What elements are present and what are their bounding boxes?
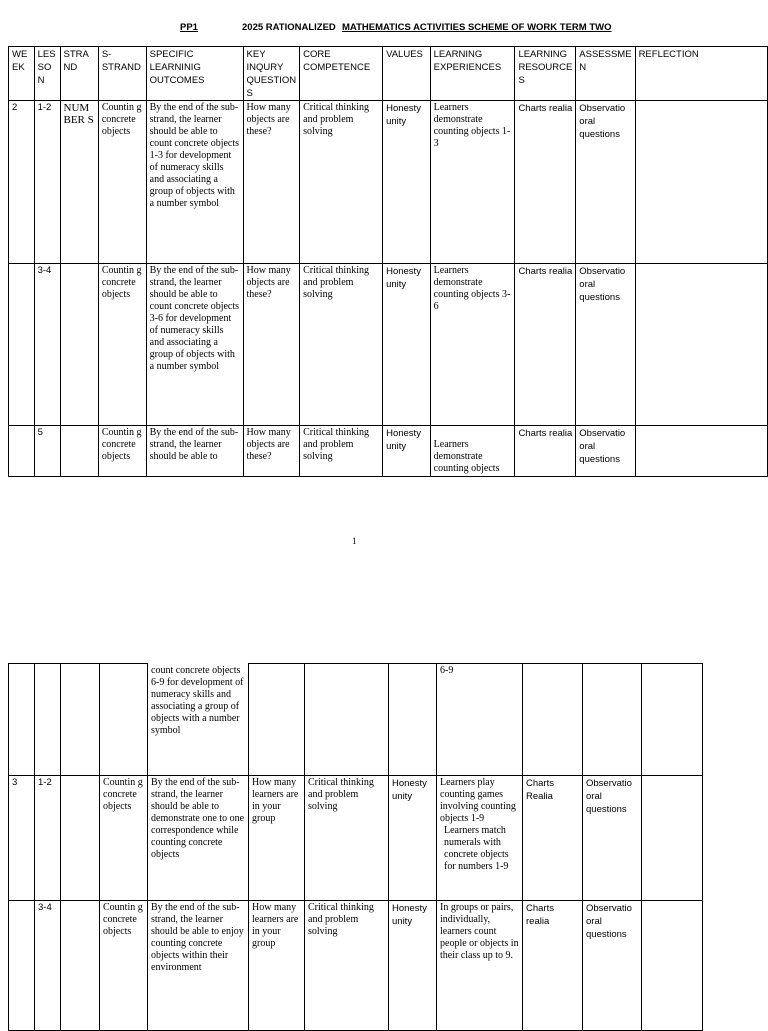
cell-week: 3 xyxy=(9,776,35,901)
cell-week xyxy=(9,664,35,776)
header-experiences: LEARNING EXPERIENCES xyxy=(430,47,515,101)
cell-resources: Charts realia xyxy=(515,101,576,264)
cell-values: Honesty unity xyxy=(383,426,431,477)
cell-substrand: Countin g concrete objects xyxy=(100,901,148,1031)
scheme-table-page2 xyxy=(8,663,703,1031)
page-number: 1 xyxy=(352,536,357,546)
cell-assessment xyxy=(583,664,642,776)
cell-resources xyxy=(523,664,583,776)
cell-resources: Charts realia xyxy=(515,426,576,477)
header-values: VALUES xyxy=(383,47,431,101)
cell-assessment: Observatio oral questions xyxy=(576,101,635,264)
document-title xyxy=(0,22,768,36)
cell-core: Critical thinking and problem solving xyxy=(300,426,383,477)
cell-strand: NUM BER S xyxy=(60,101,98,264)
cell-resources: Charts realia xyxy=(515,264,576,426)
cell-slo: count concrete objects 6-9 for development of numeracy skills and associating a group of objects with a number symbol xyxy=(148,664,249,776)
cell-slo: By the end of the sub-strand, the learner should be able to count concrete objects 1-3 for development of numeracy skills and associating a group of objects with a number symbol xyxy=(146,101,243,264)
header-slo: SPECIFIC LEARNINIG OUTCOMES xyxy=(146,47,243,101)
cell-strand xyxy=(61,901,100,1031)
cell-kiq: How many learners are in your group xyxy=(249,776,305,901)
cell-resources: Charts realia xyxy=(523,901,583,1031)
scheme-table-page1 xyxy=(8,46,768,477)
cell-values: Honesty unity xyxy=(389,776,437,901)
cell-reflection xyxy=(635,264,767,426)
cell-resources: Charts Realia xyxy=(523,776,583,901)
header-substrand: S-STRAND xyxy=(98,47,146,101)
cell-experiences: Learners demonstrate counting objects 3-6 xyxy=(430,264,515,426)
header-lesson: LES SO N xyxy=(34,47,60,101)
cell-kiq: How many objects are these? xyxy=(243,101,300,264)
cell-values xyxy=(389,664,437,776)
cell-lesson: 1-2 xyxy=(34,101,60,264)
cell-lesson: 5 xyxy=(34,426,60,477)
table-row xyxy=(9,776,703,901)
table-row xyxy=(9,426,768,477)
cell-slo: By the end of the sub-strand, the learner should be able to xyxy=(146,426,243,477)
cell-strand xyxy=(60,426,98,477)
cell-core: Critical thinking and problem solving xyxy=(305,901,389,1031)
header-row xyxy=(9,47,768,101)
table-row xyxy=(9,101,768,264)
cell-strand xyxy=(61,776,100,901)
cell-lesson: 1-2 xyxy=(35,776,61,901)
cell-week xyxy=(9,426,35,477)
title-main: 2025 RATIONALIZED xyxy=(242,22,336,33)
class-label: PP1 xyxy=(180,22,198,33)
title-subject: MATHEMATICS ACTIVITIES SCHEME OF WORK TERM TWO xyxy=(342,22,612,33)
cell-experiences: In groups or pairs, individually, learners count people or objects in their class up to 9. xyxy=(437,901,523,1031)
header-kiq: KEY INQURY QUESTION S xyxy=(243,47,300,101)
cell-substrand: Countin g concrete objects xyxy=(98,264,146,426)
cell-substrand xyxy=(100,664,148,776)
experiences-text: Learners demonstrate counting objects xyxy=(433,439,500,474)
cell-values: Honesty unity xyxy=(389,901,437,1031)
experiences-text: Learners play counting games involving counting objects 1-9 xyxy=(440,777,516,824)
cell-reflection xyxy=(635,101,767,264)
cell-experiences xyxy=(437,776,523,901)
cell-core: Critical thinking and problem solving xyxy=(305,776,389,901)
header-assessment: ASSESSME N xyxy=(576,47,635,101)
cell-core: Critical thinking and problem solving xyxy=(300,101,383,264)
cell-week xyxy=(9,901,35,1031)
header-core: CORE COMPETENCE xyxy=(300,47,383,101)
cell-reflection xyxy=(642,901,703,1031)
cell-substrand: Countin g concrete objects xyxy=(100,776,148,901)
header-resources: LEARNING RESOURCE S xyxy=(515,47,576,101)
cell-reflection xyxy=(635,426,767,477)
cell-lesson xyxy=(35,664,61,776)
cell-experiences: Learners demonstrate counting objects 1-3 xyxy=(430,101,515,264)
cell-reflection xyxy=(642,664,703,776)
cell-experiences: 6-9 xyxy=(437,664,523,776)
header-strand: STRA ND xyxy=(60,47,98,101)
cell-kiq xyxy=(249,664,305,776)
cell-week xyxy=(9,264,35,426)
cell-strand xyxy=(61,664,100,776)
cell-slo: By the end of the sub-strand, the learner should be able to count concrete objects 3-6 for development of numeracy skills and associating a group of objects with a number symbol xyxy=(146,264,243,426)
cell-assessment: Observatio oral questions xyxy=(583,776,642,901)
cell-values: Honesty unity xyxy=(383,264,431,426)
cell-kiq: How many learners are in your group xyxy=(249,901,305,1031)
cell-values: Honesty unity xyxy=(383,101,431,264)
cell-lesson: 3-4 xyxy=(34,264,60,426)
cell-core: Critical thinking and problem solving xyxy=(300,264,383,426)
cell-reflection xyxy=(642,776,703,901)
cell-kiq: How many objects are these? xyxy=(243,264,300,426)
cell-assessment: Observatio oral questions xyxy=(576,426,635,477)
cell-slo: By the end of the sub-strand, the learner should be able to enjoy counting concrete objects within their environment xyxy=(148,901,249,1031)
cell-substrand: Countin g concrete objects xyxy=(98,426,146,477)
cell-kiq: How many objects are these? xyxy=(243,426,300,477)
cell-assessment: Observatio oral questions xyxy=(583,901,642,1031)
cell-slo: By the end of the sub-strand, the learner should be able to demonstrate one to one correspondence while counting concrete objects xyxy=(148,776,249,901)
experiences-text-2: Learners match numerals with concrete objects for numbers 1-9 xyxy=(444,825,509,872)
header-reflection: REFLECTION xyxy=(635,47,767,101)
cell-core xyxy=(305,664,389,776)
table-row xyxy=(9,264,768,426)
cell-strand xyxy=(60,264,98,426)
cell-experiences xyxy=(430,426,515,477)
table-row xyxy=(9,901,703,1031)
cell-assessment: Observatio oral questions xyxy=(576,264,635,426)
table-row xyxy=(9,664,703,776)
cell-lesson: 3-4 xyxy=(35,901,61,1031)
cell-week: 2 xyxy=(9,101,35,264)
header-week: WE EK xyxy=(9,47,35,101)
cell-substrand: Countin g concrete objects xyxy=(98,101,146,264)
